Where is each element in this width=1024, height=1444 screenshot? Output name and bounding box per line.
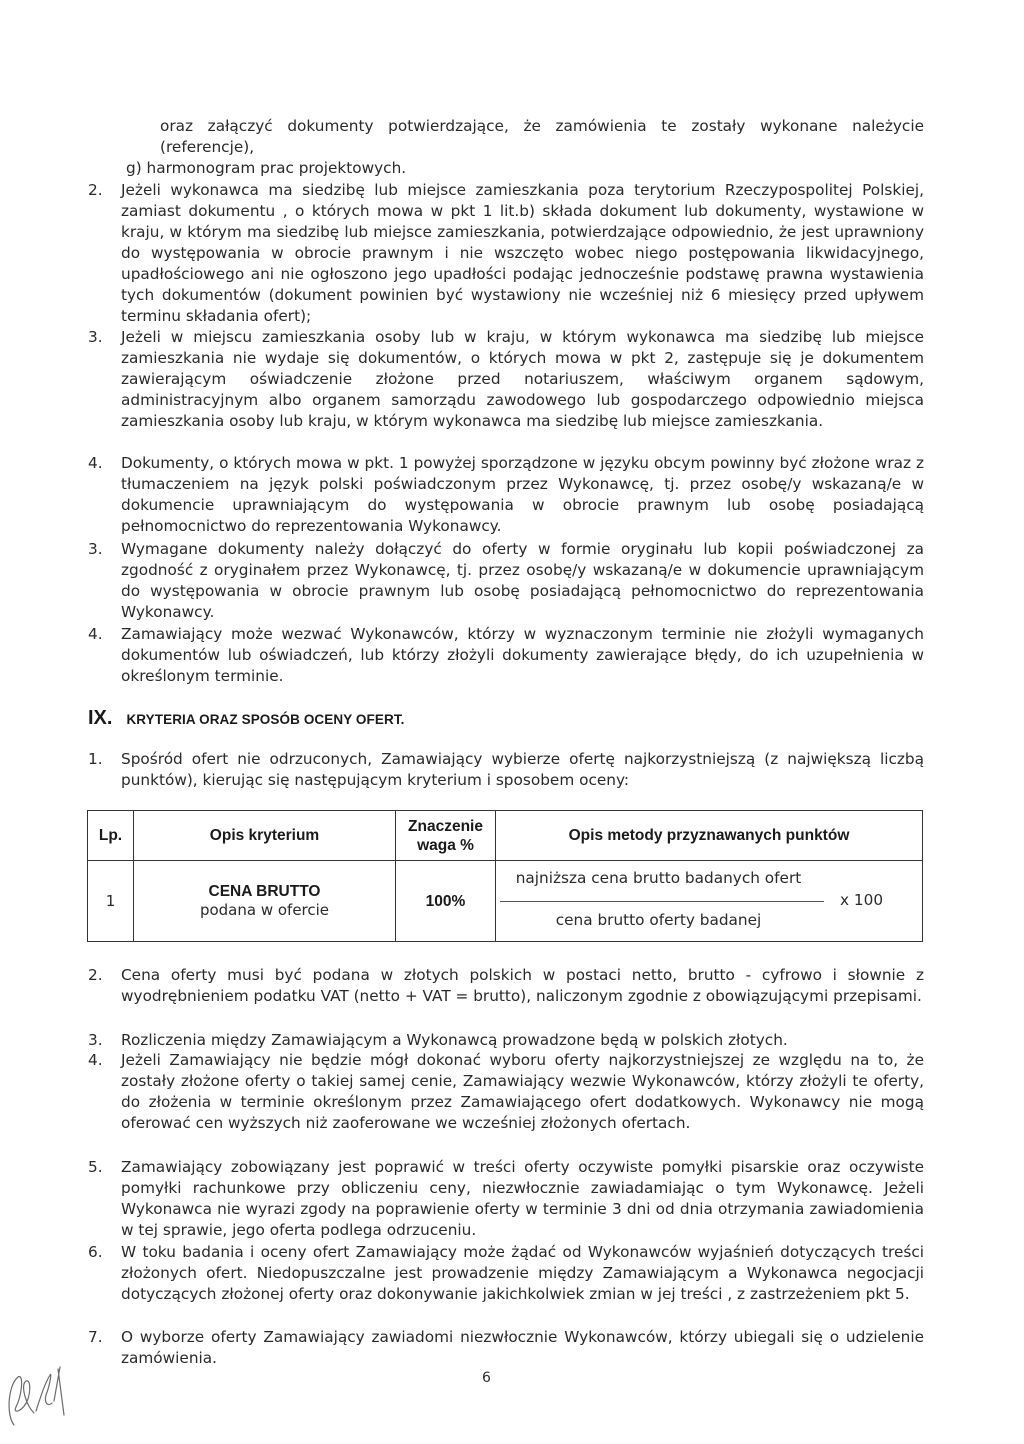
item-text: Cena oferty musi być podana w złotych polskich w postaci netto, brutto - cyfrowo i słownie z wyodrębnieniem podatku VAT (netto + VAT = brutto), naliczonym zgodnie z obowiązującymi przepisami. [121, 966, 924, 1005]
criteria-table [87, 810, 923, 942]
formula-fraction-line [500, 901, 824, 902]
header-criterion: Opis kryterium [209, 827, 320, 844]
row-criterion [134, 861, 395, 941]
item-text: Jeżeli wykonawca ma siedzibę lub miejsce zamieszkania poza terytorium Rzeczypospolitej Polskiej, zamiast dokumentu , o których mowa w pkt 1 lit.b) składa dokument lub dokumenty, wystawione w kraju, w którym ma siedzibę lub miejsce zamieszkania, potwierdzające odpowiednio, że jest uprawniony do występowania w obrocie prawnym i nie wszczęto wobec niego postępowania likwidacyjnego, upadłościowego ani nie ogłoszono jego upadłości podając jednocześnie podstawę prawna wystawienia tych dokumentów (dokument powinien być wystawiony nie wcześniej niż 6 miesięcy przed upływem terminu składania ofert); [121, 181, 924, 325]
criterion-subtitle: podana w ofercie [199, 901, 330, 919]
item-text: Wymagane dokumenty należy dołączyć do oferty w formie oryginału lub kopii poświadczonej za zgodność z oryginałem przez Wykonawcę, tj. przez osobę/y wskazaną/e w dokumencie uprawniającym do występowania w obrocie prawnym lub osobę posiadającą pełnomocnictwo do reprezentowania Wykonawcy. [121, 540, 924, 621]
formula-numerator: najniższa cena brutto badanych ofert [515, 869, 802, 887]
item-number: 4. [88, 1051, 103, 1069]
item-number: 4. [88, 454, 103, 472]
header-lp: Lp. [98, 827, 123, 844]
header-method: Opis metody przyznawanych punktów [568, 827, 850, 844]
item-text: Zamawiający może wezwać Wykonawców, którzy w wyznaczonym terminie nie złożyli wymaganych dokumentów lub oświadczeń, lub którzy złożyli dokumenty zawierające błędy, do ich uzupełnienia w określonym terminie. [121, 625, 924, 685]
item-number: 3. [88, 328, 103, 346]
continuation-text: oraz załączyć dokumenty potwierdzające, że zamówienia te zostały wykonane należycie (referencje), [160, 117, 924, 156]
item-text: Dokumenty, o których mowa w pkt. 1 powyżej sporządzone w języku obcym powinny być złożone wraz z tłumaczeniem na język polski poświadczonym przez Wykonawcę, tj. przez osobę/y wskazaną/e w dokumencie uprawniającym do występowania w obrocie prawnym lub osobę posiadającą pełnomocnictwo do reprezentowania Wykonawcy. [121, 454, 924, 535]
item-number: 3. [88, 1031, 103, 1049]
list-item-g: g) harmonogram prac projektowych. [126, 159, 407, 177]
item-text: Jeżeli w miejscu zamieszkania osoby lub w kraju, w którym wykonawca ma siedzibę lub miejsce zamieszkania nie wydaje się dokumentów, o których mowa w pkt 2, zastępuje się je dokumentem zawierającym oświadczenie złożone przed notariuszem, właściwym organem sądowym, administracyjnym albo organem samorządu zawodowego lub gospodarczego odpowiednio miejsca zamieszkania osoby lub kraju, w którym wykonawca ma siedzibę lub miejsce zamieszkania. [121, 328, 924, 430]
item-text: O wyborze oferty Zamawiający zawiadomi niezwłocznie Wykonawców, którzy ubiegali się o udzielenie zamówienia. [121, 1328, 924, 1367]
item-text: Spośród ofert nie odrzuconych, Zamawiający wybierze ofertę najkorzystniejszą (z największą liczbą punktów), kierując się następującym kryterium i sposobem oceny: [121, 750, 924, 789]
item-number: 2. [88, 181, 103, 199]
item-number: 7. [88, 1328, 103, 1346]
item-number: 3. [88, 540, 103, 558]
header-weight [396, 811, 495, 860]
item-number: 4. [88, 625, 103, 643]
item-text: Rozliczenia między Zamawiającym a Wykonawcą prowadzone będą w polskich złotych. [121, 1031, 788, 1049]
page-number: 6 [482, 1370, 491, 1386]
header-weight-line2: waga % [417, 836, 474, 854]
formula-multiplier: x 100 [840, 891, 884, 909]
item-number: 5. [88, 1158, 103, 1176]
item-text: W toku badania i oceny ofert Zamawiający może żądać od Wykonawców wyjaśnień dotyczących treści złożonych ofert. Niedopuszczalne jest prowadzenie między Zamawiającym a Wykonawca negocjacji dotyczących złożonej oferty oraz dokonywanie jakichkolwiek zmian w jej treści , z zastrzeżeniem pkt 5. [121, 1243, 924, 1303]
formula-denominator: cena brutto oferty badanej [555, 911, 762, 929]
row-weight: 100% [425, 892, 466, 910]
row-lp: 1 [105, 891, 116, 910]
section-heading [88, 707, 405, 730]
item-text: Zamawiający zobowiązany jest poprawić w treści oferty oczywiste pomyłki pisarskie oraz oczywiste pomyłki rachunkowe przy obliczeniu ceny, niezwłocznie zawiadamiając o tym Wykonawcę. Jeżeli Wykonawca nie wyrazi zgody na poprawienie oferty w terminie 3 dni od dnia otrzymania zawiadomienia w tej sprawie, jego oferta podlega odrzuceniu. [121, 1158, 924, 1239]
header-weight-line1: Znaczenie [408, 817, 483, 835]
item-number: 2. [88, 966, 103, 984]
item-number: 1. [88, 750, 103, 768]
section-number: IX. [88, 707, 113, 729]
signature-icon [0, 1355, 70, 1435]
section-title: KRYTERIA ORAZ SPOSÓB OCENY OFERT. [126, 712, 405, 727]
criterion-title: CENA BRUTTO [208, 883, 321, 900]
item-text: Jeżeli Zamawiający nie będzie mógł dokonać wyboru oferty najkorzystniejszej ze względu na to, że zostały złożone oferty o takiej samej cenie, Zamawiający wezwie Wykonawców, którzy złożyli te oferty, do złożenia w terminie określonym przez Zamawiającego ofert dodatkowych. Wykonawcy nie mogą oferować cen wyższych niż zaoferowane we wcześniej złożonych ofertach. [121, 1051, 924, 1132]
item-number: 6. [88, 1243, 103, 1261]
